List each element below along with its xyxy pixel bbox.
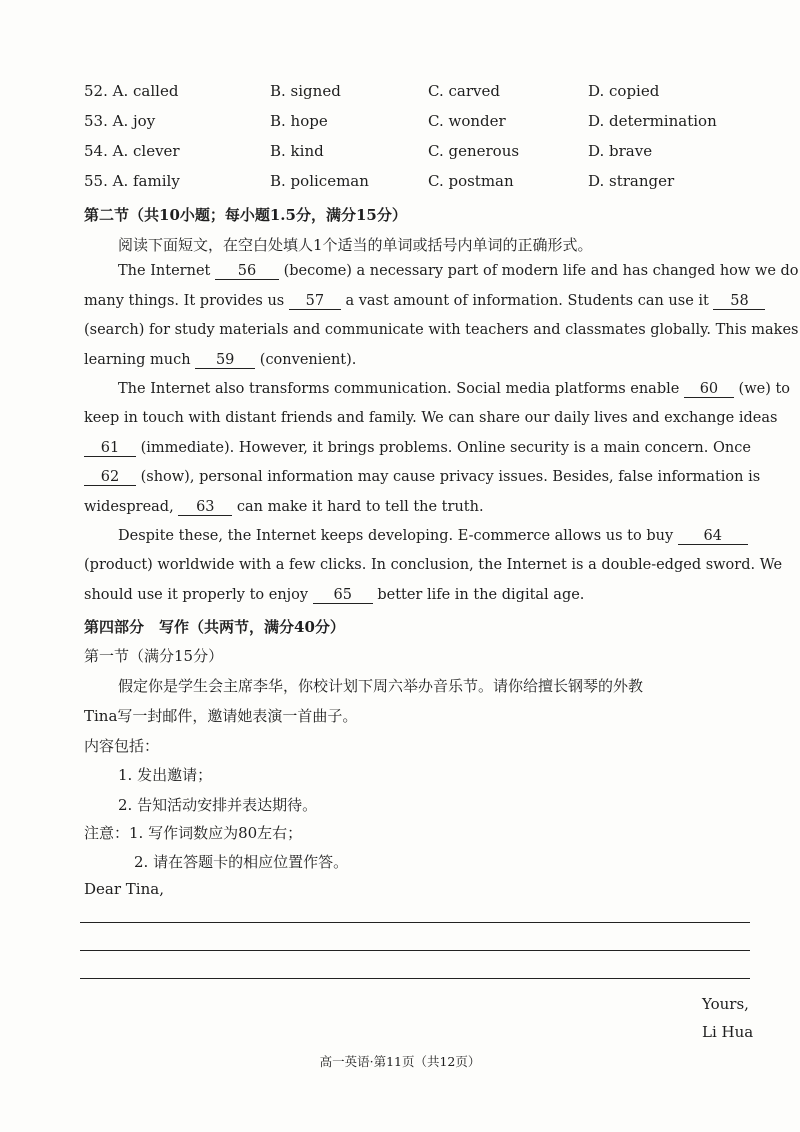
section-1-heading: 第一节（满分15分） <box>84 647 224 665</box>
salutation: Dear Tina, <box>84 880 164 898</box>
note-2: 2. 请在答题卡的相应位置作答。 <box>134 853 349 871</box>
option-52-c: C. carved <box>428 82 500 100</box>
option-53-a: 53. A. joy <box>84 112 156 130</box>
answer-line-3[interactable] <box>80 978 750 979</box>
option-53-b: B. hope <box>270 112 328 130</box>
blank-56[interactable]: 56 <box>215 263 279 280</box>
passage-line: many things. It provides us 57 a vast amount of information. Students can use it 58 <box>84 293 754 310</box>
section-2-heading: 第二节（共10小题；每小题1.5分，满分15分） <box>84 206 407 224</box>
blank-59[interactable]: 59 <box>195 352 255 369</box>
content-item-1: 1. 发出邀请； <box>118 766 213 784</box>
option-52-b: B. signed <box>270 82 341 100</box>
blank-62[interactable]: 62 <box>84 469 136 486</box>
blank-64[interactable]: 64 <box>678 528 748 545</box>
content-item-2: 2. 告知活动安排并表达期待。 <box>118 796 318 814</box>
content-label: 内容包括： <box>84 737 160 755</box>
blank-63[interactable]: 63 <box>178 499 232 516</box>
option-54-d: D. brave <box>588 142 653 160</box>
option-54-b: B. kind <box>270 142 324 160</box>
part-4-heading: 第四部分 写作（共两节，满分40分） <box>84 618 345 636</box>
passage-line: learning much 59 (convenient). <box>84 352 357 368</box>
option-54-a: 54. A. clever <box>84 142 180 160</box>
section-2-instruction: 阅读下面短文，在空白处填人1个适当的单词或括号内单词的正确形式。 <box>118 236 593 254</box>
passage-line: The Internet also transforms communication. Social media platforms enable 60 (we) to <box>118 381 791 397</box>
blank-61[interactable]: 61 <box>84 440 136 457</box>
option-55-d: D. stranger <box>588 172 675 190</box>
blank-65[interactable]: 65 <box>313 587 373 604</box>
signature: Li Hua <box>702 1023 754 1041</box>
passage-line: 61 (immediate). However, it brings problems. Online security is a main concern. Once <box>84 440 754 457</box>
option-52-a: 52. A. called <box>84 82 179 100</box>
option-54-c: C. generous <box>428 142 520 160</box>
option-52-d: D. copied <box>588 82 660 100</box>
option-55-b: B. policeman <box>270 172 369 190</box>
answer-line-1[interactable] <box>80 922 750 923</box>
writing-prompt-line-2: Tina写一封邮件，邀请她表演一首曲子。 <box>84 707 358 725</box>
blank-57[interactable]: 57 <box>289 293 341 310</box>
passage-line: (search) for study materials and communicate with teachers and classmates globally. This makes <box>84 322 799 338</box>
passage-line: 62 (show), personal information may cause privacy issues. Besides, false information is <box>84 469 754 486</box>
closing: Yours, <box>702 995 749 1013</box>
passage-line: The Internet 56 (become) a necessary part of modern life and has changed how we do <box>118 263 799 279</box>
writing-prompt-line-1: 假定你是学生会主席李华，你校计划下周六举办音乐节。请你给擅长钢琴的外教 <box>118 677 644 695</box>
note-1: 注意：1. 写作词数应为80左右； <box>84 824 303 842</box>
passage-line: widespread, 63 can make it hard to tell the truth. <box>84 499 484 515</box>
passage-line: keep in touch with distant friends and family. We can share our daily lives and exchange ideas <box>84 410 778 426</box>
answer-line-2[interactable] <box>80 950 750 951</box>
blank-58[interactable]: 58 <box>713 293 765 310</box>
page-footer: 高一英语·第11页（共12页） <box>319 1054 481 1069</box>
option-55-c: C. postman <box>428 172 514 190</box>
option-53-d: D. determination <box>588 112 717 130</box>
option-53-c: C. wonder <box>428 112 506 130</box>
blank-60[interactable]: 60 <box>684 381 734 398</box>
passage-line: should use it properly to enjoy 65 better life in the digital age. <box>84 587 585 603</box>
passage-line: (product) worldwide with a few clicks. In conclusion, the Internet is a double-edged sword. We <box>84 557 783 573</box>
option-55-a: 55. A. family <box>84 172 180 190</box>
passage-line: Despite these, the Internet keeps developing. E-commerce allows us to buy 64 <box>118 528 788 545</box>
